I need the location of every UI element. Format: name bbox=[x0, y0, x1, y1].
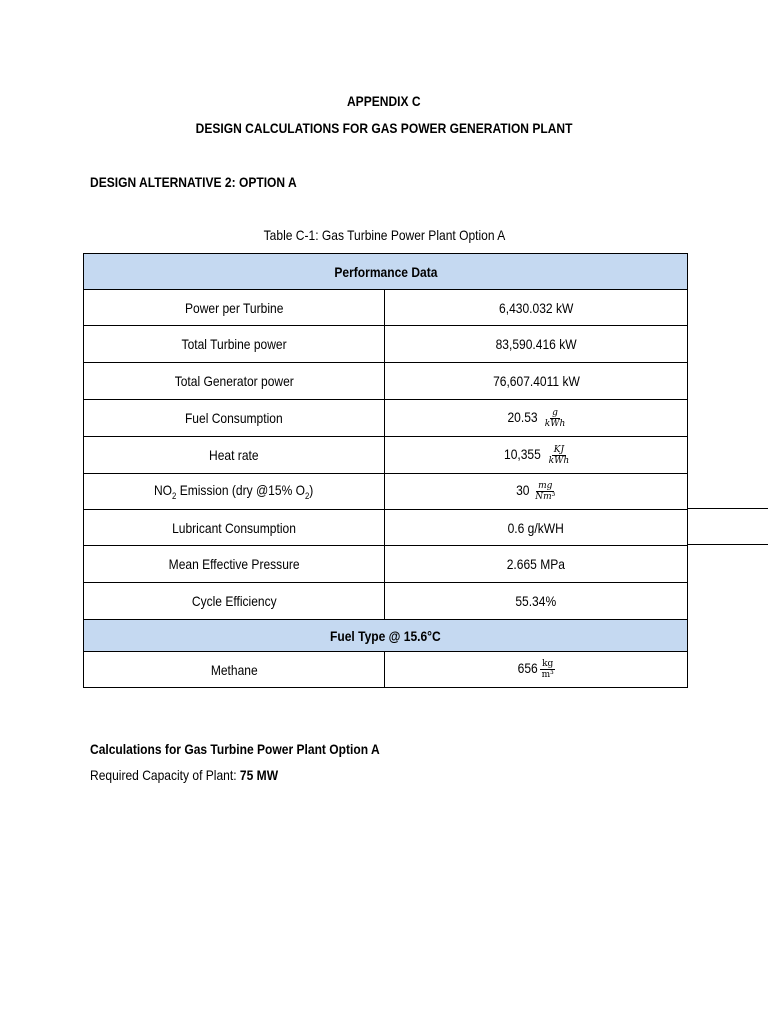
row-label bbox=[84, 474, 385, 510]
table-row bbox=[84, 400, 688, 437]
margin-rule-upper bbox=[687, 508, 768, 509]
section-fuel-type bbox=[84, 620, 688, 652]
row-value bbox=[385, 437, 688, 474]
label-part: ) bbox=[309, 482, 314, 499]
row-label bbox=[84, 290, 385, 326]
performance-table bbox=[83, 253, 688, 688]
document-title bbox=[0, 120, 768, 136]
document-title-text: DESIGN CALCULATIONS FOR GAS POWER GENERATION PLANT bbox=[195, 120, 573, 136]
required-capacity-value: 75 MW bbox=[239, 767, 279, 783]
no2-emission-label bbox=[154, 482, 313, 501]
unit-denominator: kWh bbox=[548, 455, 570, 466]
row-value bbox=[385, 290, 688, 326]
margin-rule-lower bbox=[687, 544, 768, 545]
design-alternative-text: DESIGN ALTERNATIVE 2: OPTION A bbox=[90, 174, 297, 190]
design-alternative-heading bbox=[90, 174, 330, 190]
power-per-turbine-label: Power per Turbine bbox=[184, 299, 284, 316]
lubricant-consumption-label: Lubricant Consumption bbox=[172, 519, 296, 536]
row-label bbox=[84, 652, 385, 688]
unit-numerator: g bbox=[552, 407, 558, 418]
methane-label: Methane bbox=[210, 661, 258, 678]
required-capacity-line bbox=[90, 767, 309, 783]
table-section-header bbox=[84, 254, 688, 290]
label-subscript: 2 bbox=[305, 490, 310, 501]
total-generator-power-value: 76,607.4011 kW bbox=[492, 373, 580, 389]
table-row bbox=[84, 474, 688, 510]
row-value bbox=[385, 363, 688, 400]
section-fuel-type-label: Fuel Type @ 15.6°C bbox=[330, 627, 441, 644]
row-label bbox=[84, 510, 385, 546]
no2-emission-value: 30 bbox=[515, 482, 530, 499]
row-value bbox=[385, 583, 688, 620]
table-row bbox=[84, 326, 688, 363]
required-capacity-text bbox=[90, 767, 278, 783]
total-turbine-power-value: 83,590.416 kW bbox=[495, 336, 577, 352]
section-performance-data bbox=[84, 254, 688, 290]
mean-effective-pressure-label: Mean Effective Pressure bbox=[168, 556, 300, 572]
calculations-heading bbox=[90, 741, 427, 757]
fuel-consumption-value: 20.53 bbox=[507, 408, 538, 425]
unit-numerator: kg bbox=[542, 659, 554, 669]
section-performance-label: Performance Data bbox=[333, 263, 438, 280]
heat-rate-label: Heat rate bbox=[209, 447, 259, 463]
row-label bbox=[84, 546, 385, 583]
unit-numerator: mg bbox=[538, 481, 553, 491]
table-row bbox=[84, 363, 688, 400]
row-value bbox=[385, 326, 688, 363]
unit-numerator: KJ bbox=[553, 444, 565, 455]
unit-denominator: Nm³ bbox=[535, 492, 556, 502]
heat-rate-value: 10,355 bbox=[503, 445, 541, 462]
row-label bbox=[84, 437, 385, 474]
no2-emission-unit bbox=[533, 481, 557, 502]
appendix-text: APPENDIX C bbox=[347, 93, 421, 109]
table-row bbox=[84, 652, 688, 688]
label-part: Emission (dry @15% O bbox=[176, 482, 306, 499]
table-row bbox=[84, 290, 688, 326]
table-row bbox=[84, 437, 688, 474]
calculations-heading-text: Calculations for Gas Turbine Power Plant Option A bbox=[90, 741, 380, 757]
unit-denominator: kWh bbox=[544, 418, 566, 429]
table-row bbox=[84, 583, 688, 620]
unit-denominator: m³ bbox=[541, 670, 554, 680]
label-part: NO bbox=[154, 482, 173, 499]
table-row bbox=[84, 510, 688, 546]
row-value bbox=[385, 474, 688, 510]
total-generator-power-label: Total Generator power bbox=[174, 373, 294, 389]
total-turbine-power-label: Total Turbine power bbox=[181, 336, 287, 352]
row-label bbox=[84, 363, 385, 400]
fuel-consumption-label: Fuel Consumption bbox=[185, 410, 283, 426]
table-section-header bbox=[84, 620, 688, 652]
lubricant-consumption-value: 0.6 g/kWH bbox=[507, 519, 565, 536]
row-value bbox=[385, 652, 688, 688]
methane-density-unit bbox=[540, 659, 556, 680]
row-label bbox=[84, 583, 385, 620]
required-capacity-label: Required Capacity of Plant: bbox=[90, 767, 240, 783]
heat-rate-unit bbox=[547, 445, 572, 466]
appendix-label bbox=[0, 93, 768, 109]
row-value bbox=[385, 400, 688, 437]
cycle-efficiency-label: Cycle Efficiency bbox=[191, 593, 277, 609]
mean-effective-pressure-value: 2.665 MPa bbox=[506, 556, 566, 572]
table-row bbox=[84, 546, 688, 583]
row-value bbox=[385, 546, 688, 583]
row-value bbox=[385, 510, 688, 546]
methane-density-value: 656 bbox=[517, 660, 538, 677]
label-subscript: 2 bbox=[172, 490, 177, 501]
fuel-consumption-unit bbox=[543, 408, 568, 429]
row-label bbox=[84, 326, 385, 363]
row-label bbox=[84, 400, 385, 437]
table-caption bbox=[0, 227, 768, 243]
table-caption-text: Table C-1: Gas Turbine Power Plant Option A bbox=[263, 227, 505, 243]
cycle-efficiency-value: 55.34% bbox=[515, 593, 557, 609]
power-per-turbine-value: 6,430.032 kW bbox=[498, 299, 574, 316]
